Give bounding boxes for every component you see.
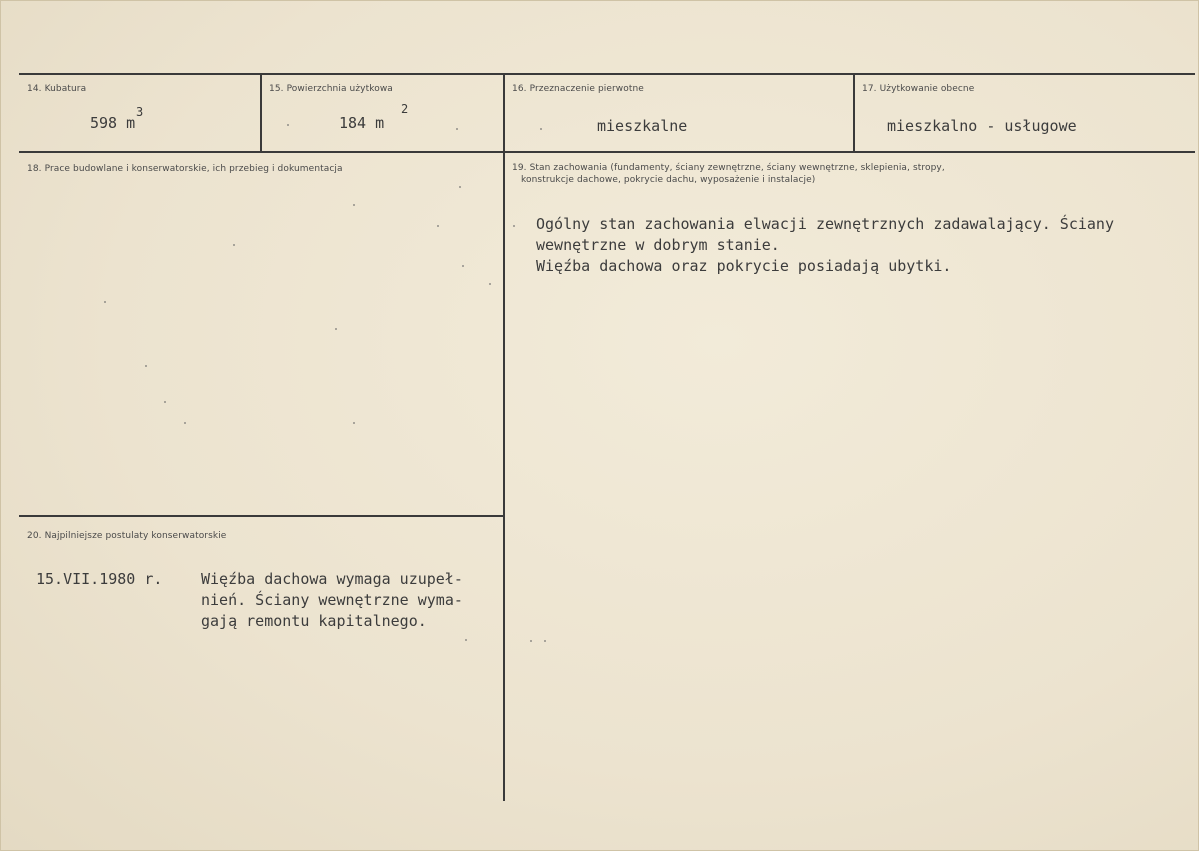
col-divider-line <box>503 74 505 801</box>
field-14-label: 14. Kubatura <box>27 84 87 94</box>
field-20-date: 15.VII.1980 r. <box>36 570 163 588</box>
field-16-label: 16. Przeznaczenie pierwotne <box>512 84 644 94</box>
field-20-text-line-2: nień. Ściany wewnętrzne wyma- <box>201 591 463 609</box>
field-19-text-line-2: wewnętrzne w dobrym stanie. <box>536 236 780 254</box>
paper-speck <box>353 204 355 206</box>
field-15-label: 15. Powierzchnia użytkowa <box>269 84 393 94</box>
field-14-value: 598 m <box>90 114 136 132</box>
field-19-label-line-2: konstrukcje dachowe, pokrycie dachu, wyposażenie i instalacje) <box>521 175 816 185</box>
field-18-label: 18. Prace budowlane i konserwatorskie, ich przebieg i dokumentacja <box>27 164 343 174</box>
paper-speck <box>184 422 186 424</box>
field-20-text-line-1: Więźba dachowa wymaga uzupeł- <box>201 570 463 588</box>
field-20-label: 20. Najpilniejsze postulaty konserwatorskie <box>27 531 227 541</box>
paper-speck <box>437 225 439 227</box>
paper-speck <box>145 365 147 367</box>
field-17-value: mieszkalno - usługowe <box>887 117 1077 135</box>
paper-speck <box>489 283 491 285</box>
field-17-label: 17. Użytkowanie obecne <box>862 84 975 94</box>
col-divider-line <box>260 74 262 152</box>
paper-speck <box>456 128 458 130</box>
paper-speck <box>287 124 289 126</box>
paper-speck <box>233 244 235 246</box>
field-15-unit-exponent: 2 <box>401 102 409 116</box>
field-15-value: 184 m <box>339 114 385 132</box>
paper-speck <box>544 640 546 642</box>
field-19-text-line-1: Ogólny stan zachowania elwacji zewnętrznych zadawalający. Ściany <box>536 215 1114 233</box>
col-divider-line <box>853 74 855 152</box>
paper-speck <box>353 422 355 424</box>
paper-speck <box>530 640 532 642</box>
paper-speck <box>335 328 337 330</box>
field-19-text-line-3: Więźba dachowa oraz pokrycie posiadają ubytki. <box>536 257 952 275</box>
field-19-label-line-1: 19. Stan zachowania (fundamenty, ściany zewnętrzne, ściany wewnętrzne, sklepienia, stropy, <box>512 163 945 173</box>
paper-speck <box>540 128 542 130</box>
paper-speck <box>104 301 106 303</box>
paper-speck <box>164 401 166 403</box>
field-14-unit-exponent: 3 <box>136 105 144 119</box>
paper-speck <box>513 225 515 227</box>
section-18-20-divider-line <box>19 515 503 517</box>
field-16-value: mieszkalne <box>597 117 688 135</box>
field-20-text-line-3: gają remontu kapitalnego. <box>201 612 427 630</box>
row-divider-line <box>19 151 1195 153</box>
paper-speck <box>459 186 461 188</box>
top-border-line <box>19 73 1195 75</box>
paper-speck <box>465 639 467 641</box>
paper-speck <box>462 265 464 267</box>
